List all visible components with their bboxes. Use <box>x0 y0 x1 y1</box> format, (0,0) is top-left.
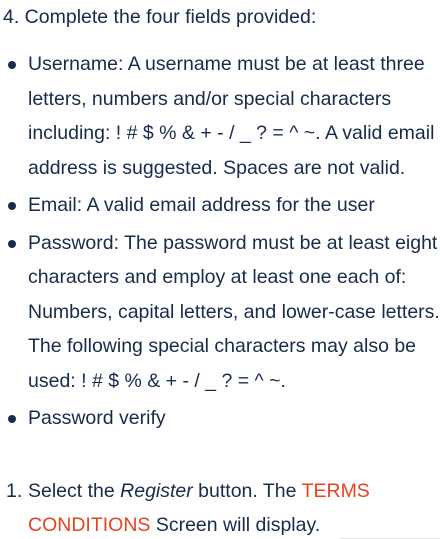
bullet-icon <box>8 415 16 423</box>
next-step-after: Screen will display. <box>150 514 321 536</box>
list-item-password <box>0 226 440 399</box>
email-description: Email: A valid email address for the user <box>28 194 375 216</box>
password-description: Password: The password must be at least eight characters and employ at least one each of: Numbers, capital letters, and lower-case letters. The following special characters may also be used: ! # $ % & + - / _ ? = ^ ~. <box>28 231 440 392</box>
step-heading: 4. Complete the four fields provided: <box>3 6 317 28</box>
terms-conditions-link[interactable]: TERMS CONDITIONS <box>28 480 370 536</box>
next-step-middle: button. The <box>192 480 302 502</box>
bullet-icon <box>8 61 16 69</box>
list-item-username <box>0 47 440 185</box>
password-verify-description: Password verify <box>28 407 166 429</box>
step-number: 1. <box>6 480 23 502</box>
list-item-password-verify <box>0 401 440 436</box>
list-item-email <box>0 188 440 223</box>
next-step-before: Select the <box>28 480 121 502</box>
next-step <box>0 474 440 539</box>
next-step-text <box>0 474 440 539</box>
bullet-icon <box>8 240 16 248</box>
username-description: Username: A username must be at least three letters, numbers and/or special characters including: ! # $ % & + - / _ ? = ^ ~. A valid email address is suggested. Spaces are not valid. <box>28 53 435 179</box>
field-list <box>0 47 440 439</box>
bullet-icon <box>8 202 16 210</box>
register-emphasis: Register <box>120 480 193 502</box>
